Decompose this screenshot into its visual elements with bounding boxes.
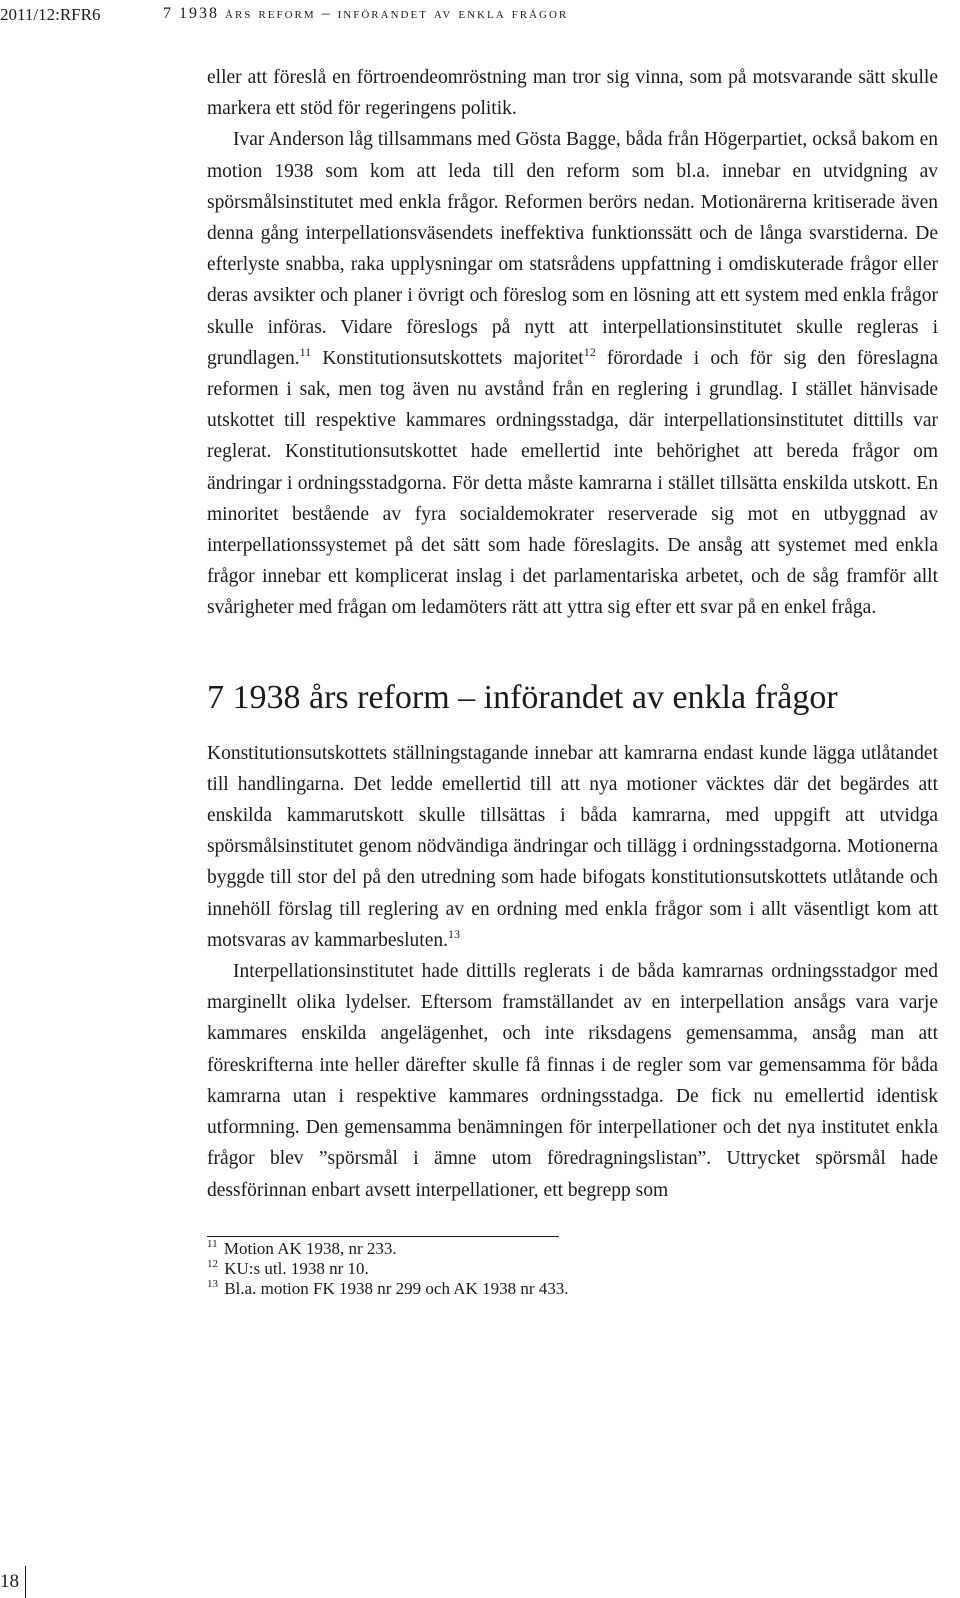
footnote-ref-13[interactable]: 13 [447,926,460,941]
footnote-ref-12[interactable]: 12 [583,344,596,359]
page-number: 18 [0,1566,26,1598]
paragraph-text: förordade i och för sig den föreslagna reformen i sak, men tog även nu avstånd från en reglering i grundlag. I stället hänvisade utskottet till respektive kammares ordningsstadga, där interpellationsinstitutet dittills var reglerat. Konstitutionsutskottet hade emellertid inte behörighet att bereda frågor om ändringar i ordningsstadgorna. För detta måste kamrarna i stället tillsätta enskilda utskott. En minoritet bestående av fyra socialdemokrater reserverade sig mot en utbyggnad av interpellationssystemet på det sätt som hade föreslagits. De ansåg att systemet med enkla frågor innebar ett komplicerat inslag i det parlamentariska arbetet, och de såg framför allt svårigheter med frågan om ledamöters rätt att yttra sig efter ett svar på en enkel fråga. [207,347,938,619]
running-header [0,0,960,40]
paragraph-interpellation-institute: Interpellationsinstitutet hade dittills reglerats i de båda kamrarnas ordningsstadgor med marginellt olika lydelser. Eftersom framställandet av en interpellation ansågs vara varje kammares enskilda angelägenhet, och inte riksdagens gemensamma, ansåg man att föreskrifterna inte heller därefter skulle få finnas i de regler som var gemensamma för båda kamrarna utan i respektive kammares ordningsstadga. De fick nu emellertid identisk utformning. Den gemensamma benämningen för interpellationer och det nya institutet enkla frågor blev ”spörsmål i ämne utom föredragningslistan”. Uttrycket spörsmål hade dessförinnan enbart avsett interpellationer, ett begrepp som [207,961,938,1201]
paragraph-ku-standpoint [207,738,938,956]
paragraph-anderson-bagge [207,124,938,623]
footnote-ref-11[interactable]: 11 [299,344,312,359]
footnote-number: 11 [207,1237,218,1250]
paragraph-continued: eller att föreslå en förtroendeomröstning man tror sig vinna, som på motsvarande sätt skulle markera ett stöd för regeringens politik. [207,67,938,120]
page-content [207,62,938,1299]
running-section-title: 7 1938 års reform – införandet av enkla frågor [163,5,569,22]
footnote-text: KU:s utl. 1938 nr 10. [224,1258,369,1278]
footnote-item [207,1259,938,1279]
footnote-text: Motion AK 1938, nr 233. [223,1238,397,1258]
section-heading: 7 1938 års reform – införandet av enkla frågor [207,678,838,716]
footnotes [207,1239,938,1299]
footnote-text: Bl.a. motion FK 1938 nr 299 och AK 1938 nr 433. [224,1278,569,1298]
footnote-number: 12 [207,1257,218,1270]
paragraph-text: Konstitutionsutskottets ställningstagande innebar att kamrarna endast kunde lägga utlåtandet till handlingarna. Det ledde emellertid till att nya motioner väcktes där det begärdes att enskilda kammarutskott skulle tillsättas i båda kamrarna, med uppgift att utvidga spörsmålsinstitutet genom nödvändiga ändringar och tillägg i ordningsstadgorna. Motionerna byggde till stor del på den utredning som hade bifogats konstitutionsutskottets utlåtande och innehöll förslag till reglering av en ordning med enkla frågor som i allt väsentligt kom att motsvaras av kammarbesluten. [207,742,938,951]
document-issue-id: 2011/12:RFR6 [0,5,101,24]
footnote-item [207,1239,938,1259]
paragraph-text: Konstitutionsutskottets majoritet [311,347,584,369]
footnote-item [207,1279,938,1299]
footnote-number: 13 [207,1277,218,1290]
footnote-divider [207,1236,559,1237]
paragraph-text: Ivar Anderson låg tillsammans med Gösta Bagge, båda från Högerpartiet, också bakom en motion 1938 som kom att leda till den reform som bl.a. innebar en utvidgning av spörsmålsinstitutet med enkla frågor. Reformen berörs nedan. Motionärerna kritiserade även denna gång interpellationsväsendets ineffektiva funktionssätt och de långa svarstiderna. De efterlyste snabba, raka upplysningar om statsrådens uppfattning i omdiskuterade frågor eller deras avsikter och planer i övrigt och föreslog som en lösning att ett system med enkla frågor skulle införas. Vidare föreslogs på nytt att interpellationsinstitutet skulle regleras i grundlagen. [207,129,938,369]
